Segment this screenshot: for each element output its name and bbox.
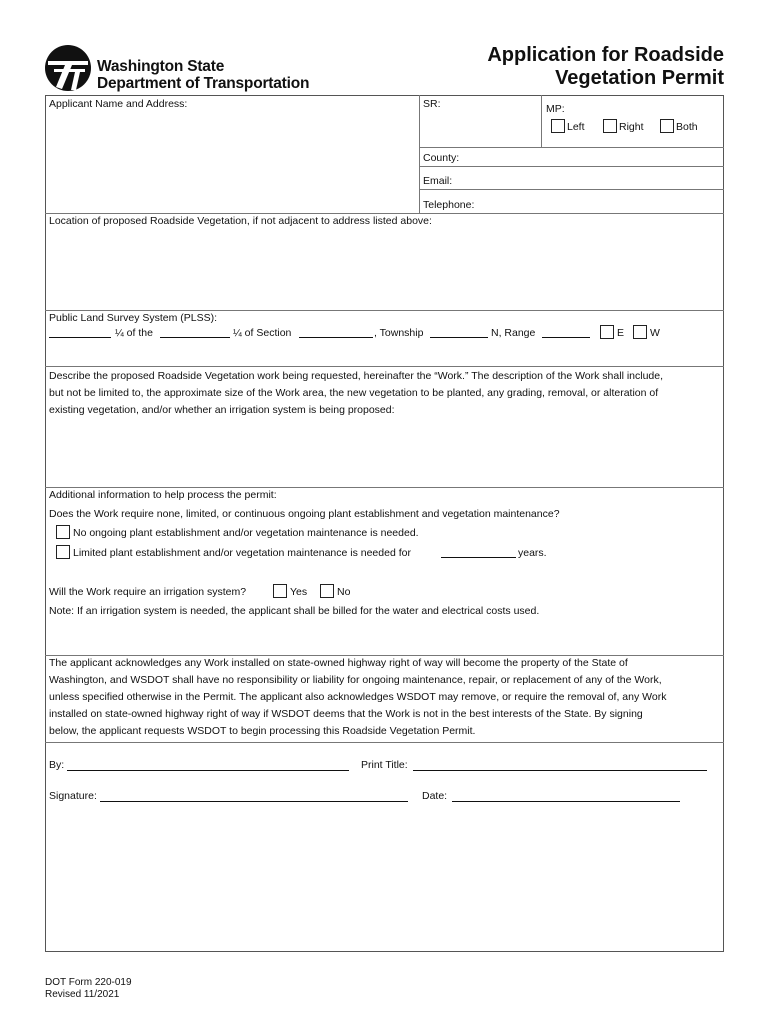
sr-field[interactable] xyxy=(445,96,540,146)
limited-maintenance-checkbox[interactable] xyxy=(56,545,70,559)
location-label: Location of proposed Roadside Vegetation, if not adjacent to address listed above: xyxy=(49,215,432,227)
work-description-text xyxy=(49,368,719,419)
plss-quarter1-label: ¼ of the xyxy=(115,327,153,339)
county-label: County: xyxy=(423,152,460,164)
applicant-name-address-label: Applicant Name and Address: xyxy=(49,98,188,110)
years-label: years. xyxy=(518,547,547,559)
plss-range-label: N, Range xyxy=(491,327,536,339)
plss-quarter2-label: ¼ of Section xyxy=(233,327,292,339)
plss-quarter1-field[interactable] xyxy=(49,337,111,338)
acknowledgement-text xyxy=(49,655,721,740)
mp-right-checkbox[interactable] xyxy=(603,119,617,133)
by-label: By: xyxy=(49,759,65,771)
divider xyxy=(45,742,724,743)
no-maintenance-checkbox[interactable] xyxy=(56,525,70,539)
maintenance-question: Does the Work require none, limited, or continuous ongoing plant establishment and vegetation maintenance? xyxy=(49,508,560,520)
plss-range-field[interactable] xyxy=(542,337,590,338)
form-footer xyxy=(45,977,132,1001)
divider xyxy=(45,213,724,214)
plss-township-label: , Township xyxy=(374,327,424,339)
mp-field[interactable] xyxy=(570,96,723,116)
email-label: Email: xyxy=(423,175,453,187)
irrigation-yes-label: Yes xyxy=(290,586,308,598)
ack-line: unless specified otherwise in the Permit. The applicant also acknowledges WSDOT may remove, or require the removal of, any Work xyxy=(49,691,667,703)
date-field[interactable] xyxy=(452,801,680,802)
sr-label: SR: xyxy=(423,98,441,110)
additional-info-label: Additional information to help process the permit: xyxy=(49,489,277,501)
email-field[interactable] xyxy=(458,167,723,188)
plss-quarter2-field[interactable] xyxy=(160,337,230,338)
form-title-line2: Vegetation Permit xyxy=(555,67,724,89)
telephone-label: Telephone: xyxy=(423,199,475,211)
irrigation-no-checkbox[interactable] xyxy=(320,584,334,598)
mp-both-label: Both xyxy=(676,121,698,133)
maintenance-years-field[interactable] xyxy=(441,557,516,558)
irrigation-no-label: No xyxy=(337,586,351,598)
agency-name-line1: Washington State xyxy=(97,58,225,75)
ack-line: below, the applicant requests WSDOT to begin processing this Roadside Vegetation Permit. xyxy=(49,725,476,737)
print-title-label: Print Title: xyxy=(361,759,408,771)
work-line: but not be limited to, the approximate size of the Work area, the new vegetation to be planted, any grading, removal, or alteration of xyxy=(49,387,659,399)
no-maintenance-label: No ongoing plant establishment and/or vegetation maintenance is needed. xyxy=(73,527,419,539)
telephone-field[interactable] xyxy=(480,190,723,212)
signature-label: Signature: xyxy=(49,790,97,802)
plss-west-label: W xyxy=(650,327,660,339)
mp-both-checkbox[interactable] xyxy=(660,119,674,133)
irrigation-yes-checkbox[interactable] xyxy=(273,584,287,598)
limited-maintenance-label: Limited plant establishment and/or vegetation maintenance is needed for xyxy=(73,547,411,559)
divider xyxy=(45,310,724,311)
plss-township-field[interactable] xyxy=(430,337,488,338)
location-field[interactable] xyxy=(46,230,723,309)
plss-west-checkbox[interactable] xyxy=(633,325,647,339)
date-label: Date: xyxy=(422,790,448,802)
ack-line: Washington, and WSDOT shall have no responsibility or liability for ongoing maintenance, repair, or replacement of any of the Work, xyxy=(49,674,662,686)
work-line: existing vegetation, and/or whether an irrigation system is being proposed: xyxy=(49,404,395,416)
form-number: DOT Form 220-019 xyxy=(45,977,132,988)
work-description-field[interactable] xyxy=(46,420,723,486)
irrigation-question: Will the Work require an irrigation system? xyxy=(49,586,247,598)
signature-field[interactable] xyxy=(100,801,408,802)
divider xyxy=(45,487,724,488)
form-revised: Revised 11/2021 xyxy=(45,989,120,1000)
sr-mp-divider xyxy=(541,95,542,147)
work-line: Describe the proposed Roadside Vegetation work being requested, hereinafter the “Work.” The description of the Work shall include, xyxy=(49,370,664,382)
by-field[interactable] xyxy=(67,770,349,771)
mp-right-label: Right xyxy=(619,121,644,133)
wsdot-logo-icon xyxy=(45,45,91,91)
applicant-divider xyxy=(419,95,420,213)
plss-east-label: E xyxy=(617,327,625,339)
county-field[interactable] xyxy=(465,148,723,165)
irrigation-note: Note: If an irrigation system is needed, the applicant shall be billed for the water and electrical costs used. xyxy=(49,605,540,617)
mp-label: MP: xyxy=(546,103,565,115)
agency-name-line2: Department of Transportation xyxy=(97,75,310,92)
mp-left-checkbox[interactable] xyxy=(551,119,565,133)
ack-line: installed on state-owned highway right of way if WSDOT deems that the Work is not in the best interests of the State. By signing xyxy=(49,708,643,720)
form-title-line1: Application for Roadside xyxy=(487,44,724,66)
ack-line: The applicant acknowledges any Work installed on state-owned highway right of way will become the property of the State of xyxy=(49,657,628,669)
print-title-field[interactable] xyxy=(413,770,707,771)
plss-section-field[interactable] xyxy=(299,337,373,338)
divider xyxy=(45,366,724,367)
applicant-name-address-field[interactable] xyxy=(46,110,418,213)
plss-east-checkbox[interactable] xyxy=(600,325,614,339)
plss-label: Public Land Survey System (PLSS): xyxy=(49,312,218,324)
mp-left-label: Left xyxy=(567,121,585,133)
